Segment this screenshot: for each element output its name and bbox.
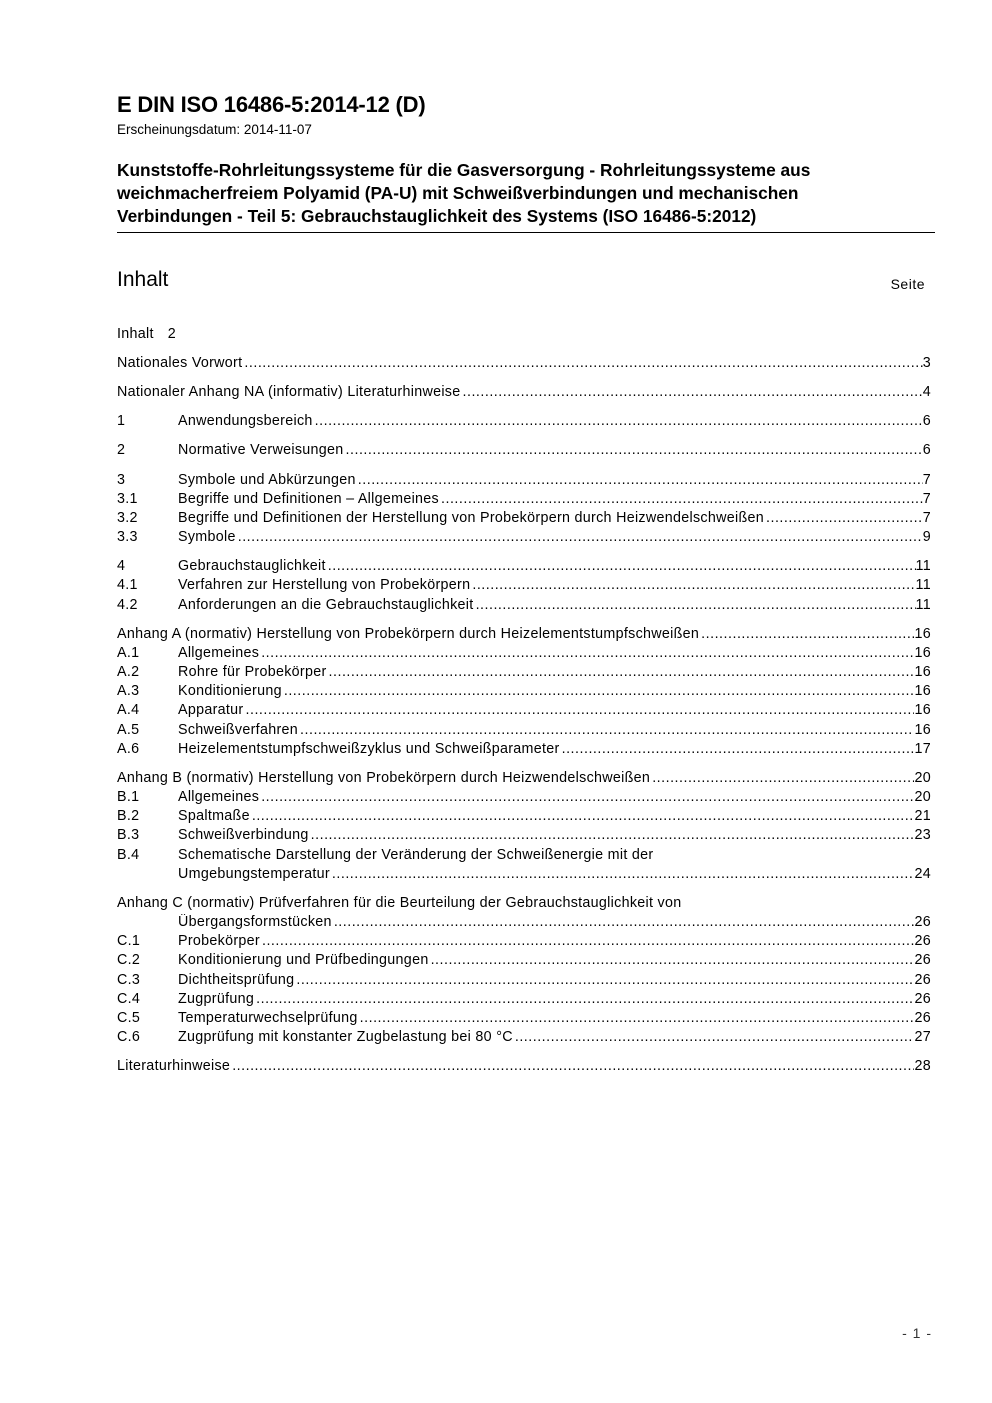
toc-entry-page: 17 (914, 741, 931, 757)
toc-dot-leader (699, 626, 914, 642)
toc-entry-page: 2 (167, 326, 177, 342)
toc-entry[interactable] (117, 664, 931, 683)
toc-entry[interactable] (117, 683, 931, 702)
toc-entry[interactable] (117, 933, 931, 952)
toc-entry[interactable] (117, 597, 931, 616)
toc-entry[interactable] (117, 1010, 931, 1029)
toc-entry-page: 27 (914, 1029, 931, 1045)
toc-entry-title: Temperaturwechselprüfung (178, 1010, 358, 1026)
toc-entry-page: 26 (914, 933, 931, 949)
toc-entry-number: 4.2 (117, 597, 138, 613)
toc-entry-page: 7 (922, 510, 931, 526)
toc-entry-title: Rohre für Probekörper (178, 664, 327, 680)
toc-entry-page: 3 (922, 355, 931, 371)
toc-entry[interactable] (117, 972, 931, 991)
subject-line: Verbindungen - Teil 5: Gebrauchstauglichkeit des Systems (ISO 16486-5:2012) (117, 206, 757, 226)
page-column-label: Seite (890, 276, 925, 292)
toc-entry-number: 4 (117, 558, 126, 574)
toc-entry-page: 11 (915, 558, 931, 574)
toc-entry-number: A.4 (117, 702, 140, 718)
toc-entry-number: C.4 (117, 991, 141, 1007)
toc-dot-leader (282, 683, 915, 699)
toc-entry-number: 3.1 (117, 491, 138, 507)
toc-entry[interactable] (117, 645, 931, 664)
toc-entry-title: Allgemeines (178, 645, 260, 661)
toc-entry[interactable] (117, 1058, 931, 1077)
toc-entry-number: 3.3 (117, 529, 138, 545)
toc-entry-page: 20 (914, 770, 931, 786)
toc-entry[interactable] (117, 895, 931, 914)
toc-entry-page: 21 (914, 808, 931, 824)
toc-dot-leader (513, 1029, 915, 1045)
toc-entry-title: Literaturhinweise (117, 1058, 231, 1074)
toc-entry[interactable] (117, 991, 931, 1010)
toc-entry[interactable] (117, 808, 931, 827)
toc-dot-leader (358, 1010, 915, 1026)
toc-entry-number: B.4 (117, 847, 140, 863)
toc-dot-leader (356, 472, 923, 488)
toc-entry[interactable] (117, 472, 931, 491)
toc-entry-title: Symbole und Abkürzungen (178, 472, 356, 488)
toc-entry[interactable] (117, 770, 931, 789)
toc-entry-page: 24 (914, 866, 931, 882)
toc-entry-title: Verfahren zur Herstellung von Probekörpern (178, 577, 471, 593)
toc-entry-title: Anforderungen an die Gebrauchstauglichkeit (178, 597, 474, 613)
toc-entry[interactable] (117, 741, 931, 760)
page-number: - 1 - (902, 1325, 932, 1341)
toc-entry-page: 7 (922, 472, 931, 488)
toc-dot-leader (313, 413, 923, 429)
toc-entry[interactable] (117, 510, 931, 529)
toc-entry[interactable] (117, 442, 931, 461)
toc-dot-leader (236, 529, 923, 545)
toc-entry-title: Dichtheitsprüfung (178, 972, 295, 988)
toc-entry-title: Anwendungsbereich (178, 413, 313, 429)
toc-entry[interactable] (117, 558, 931, 577)
toc-entry[interactable] (117, 384, 931, 403)
toc-entry-number: 4.1 (117, 577, 138, 593)
toc-dot-leader (242, 355, 922, 371)
toc-dot-leader (344, 442, 923, 458)
toc-entry-number: 2 (117, 442, 126, 458)
toc-entry[interactable] (117, 413, 931, 432)
toc-entry-number: B.3 (117, 827, 140, 843)
toc-entry[interactable] (117, 355, 931, 374)
toc-dot-leader (260, 933, 915, 949)
toc-entry-title: Begriffe und Definitionen der Herstellung von Probekörpern durch Heizwendelschweißen (178, 510, 765, 526)
toc-entry[interactable] (117, 827, 931, 846)
toc-entry[interactable] (117, 952, 931, 971)
toc-entry-number: A.6 (117, 741, 140, 757)
toc-dot-leader (332, 914, 915, 930)
toc-entry-title: Schematische Darstellung der Veränderung der Schweißenergie mit der (178, 847, 654, 863)
subject-line: Kunststoffe-Rohrleitungssysteme für die Gasversorgung - Rohrleitungssysteme aus (117, 160, 811, 180)
toc-entry-page: 26 (914, 972, 931, 988)
toc-entry-number: 3.2 (117, 510, 138, 526)
toc-entry-page: 23 (914, 827, 931, 843)
toc-dot-leader (330, 866, 915, 882)
toc-entry-title: Zugprüfung mit konstanter Zugbelastung bei 80 °C (178, 1029, 513, 1045)
toc-entry-page: 16 (914, 722, 931, 738)
toc-entry-number: 3 (117, 472, 126, 488)
publication-date: Erscheinungsdatum: 2014-11-07 (117, 122, 312, 137)
toc-entry[interactable] (117, 847, 931, 866)
toc-dot-leader (259, 789, 914, 805)
toc-entry-number: A.2 (117, 664, 140, 680)
toc-entry-page: 4 (922, 384, 931, 400)
toc-entry-number: C.1 (117, 933, 141, 949)
toc-entry-page: 26 (914, 914, 931, 930)
toc-entry-title: Schweißverbindung (178, 827, 309, 843)
toc-entry-page: 26 (914, 991, 931, 1007)
toc-dot-leader (294, 972, 914, 988)
toc-entry-number: C.3 (117, 972, 141, 988)
toc-entry-title: Spaltmaße (178, 808, 250, 824)
toc-entry-title: Inhalt (117, 326, 154, 342)
subject-line: weichmacherfreiem Polyamid (PA-U) mit Schweißverbindungen und mechanischen (117, 183, 799, 203)
toc-dot-leader (244, 702, 915, 718)
document-subject (117, 159, 935, 233)
toc-entry-title: Nationales Vorwort (117, 355, 243, 371)
toc-entry-title: Konditionierung und Prüfbedingungen (178, 952, 429, 968)
toc-entry-number: B.2 (117, 808, 140, 824)
toc-entry[interactable] (117, 491, 931, 510)
toc-entry[interactable] (117, 866, 931, 885)
toc-entry-title: Begriffe und Definitionen – Allgemeines (178, 491, 440, 507)
toc-entry-page: 26 (914, 1010, 931, 1026)
toc-entry-title: Übergangsformstücken (178, 914, 332, 930)
toc-dot-leader (429, 952, 915, 968)
toc-dot-leader (230, 1058, 914, 1074)
toc-entry-page: 11 (915, 597, 931, 613)
toc-entry-title: Nationaler Anhang NA (informativ) Literaturhinweise (117, 384, 461, 400)
toc-entry[interactable] (117, 1029, 931, 1048)
toc-entry-page: 7 (922, 491, 931, 507)
toc-entry-number: A.1 (117, 645, 140, 661)
toc-entry-page: 16 (914, 683, 931, 699)
toc-entry-number: A.5 (117, 722, 140, 738)
toc-entry-title: Konditionierung (178, 683, 282, 699)
toc-dot-leader (309, 827, 915, 843)
toc-entry-title: Zugprüfung (178, 991, 255, 1007)
toc-dot-leader (250, 808, 915, 824)
toc-entry-title: Anhang A (normativ) Herstellung von Probekörpern durch Heizelementstumpfschweißen (117, 626, 700, 642)
toc-entry[interactable] (117, 529, 931, 548)
toc-entry-title: Gebrauchstauglichkeit (178, 558, 326, 574)
toc-entry-number: 1 (117, 413, 126, 429)
toc-dot-leader (259, 645, 914, 661)
toc-dot-leader (474, 597, 916, 613)
toc-entry[interactable] (117, 914, 931, 933)
toc-entry[interactable] (117, 722, 931, 741)
toc-entry-title: Normative Verweisungen (178, 442, 344, 458)
toc-entry-page: 16 (914, 645, 931, 661)
toc-entry-page: 20 (914, 789, 931, 805)
toc-entry-page: 16 (914, 664, 931, 680)
toc-entry-number: C.2 (117, 952, 141, 968)
toc-entry-title: Schweißverfahren (178, 722, 299, 738)
toc-dot-leader (764, 510, 923, 526)
toc-entry-title: Anhang B (normativ) Herstellung von Probekörpern durch Heizwendelschweißen (117, 770, 651, 786)
document-title: E DIN ISO 16486-5:2014-12 (D) (117, 92, 426, 117)
toc-entry-page: 11 (915, 577, 931, 593)
toc-dot-leader (326, 558, 916, 574)
toc-heading: Inhalt (117, 268, 169, 291)
toc-entry-page: 16 (914, 626, 931, 642)
toc-dot-leader (254, 991, 914, 1007)
toc-dot-leader (327, 664, 915, 680)
toc-entry-page: 9 (922, 529, 931, 545)
toc-entry-number: C.6 (117, 1029, 141, 1045)
toc-entry-title: Apparatur (178, 702, 244, 718)
toc-entry[interactable] (117, 626, 931, 645)
toc-entry[interactable] (117, 577, 931, 596)
toc-entry-page: 6 (922, 413, 931, 429)
toc-entry[interactable] (117, 702, 931, 721)
toc-entry-number: B.1 (117, 789, 140, 805)
toc-dot-leader (461, 384, 923, 400)
toc-entry[interactable] (117, 789, 931, 808)
toc-entry-page: 26 (914, 952, 931, 968)
toc-entry-page: 16 (914, 702, 931, 718)
toc-entry-title: Umgebungstemperatur (178, 866, 330, 882)
toc-entry-number: A.3 (117, 683, 140, 699)
toc-entry-title: Heizelementstumpfschweißzyklus und Schweißparameter (178, 741, 560, 757)
toc-dot-leader (560, 741, 915, 757)
toc-entry-title: Symbole (178, 529, 236, 545)
toc-dot-leader (470, 577, 915, 593)
toc-entry[interactable] (117, 326, 931, 345)
toc-entry-number: C.5 (117, 1010, 141, 1026)
toc-entry-title: Probekörper (178, 933, 260, 949)
toc-entry-page: 28 (914, 1058, 931, 1074)
toc-entry-page: 6 (922, 442, 931, 458)
toc-dot-leader (439, 491, 923, 507)
toc-entry-title: Anhang C (normativ) Prüfverfahren für die Beurteilung der Gebrauchstauglichkeit von (117, 895, 682, 911)
toc-entry-title: Allgemeines (178, 789, 260, 805)
toc-dot-leader (650, 770, 914, 786)
toc-dot-leader (298, 722, 914, 738)
